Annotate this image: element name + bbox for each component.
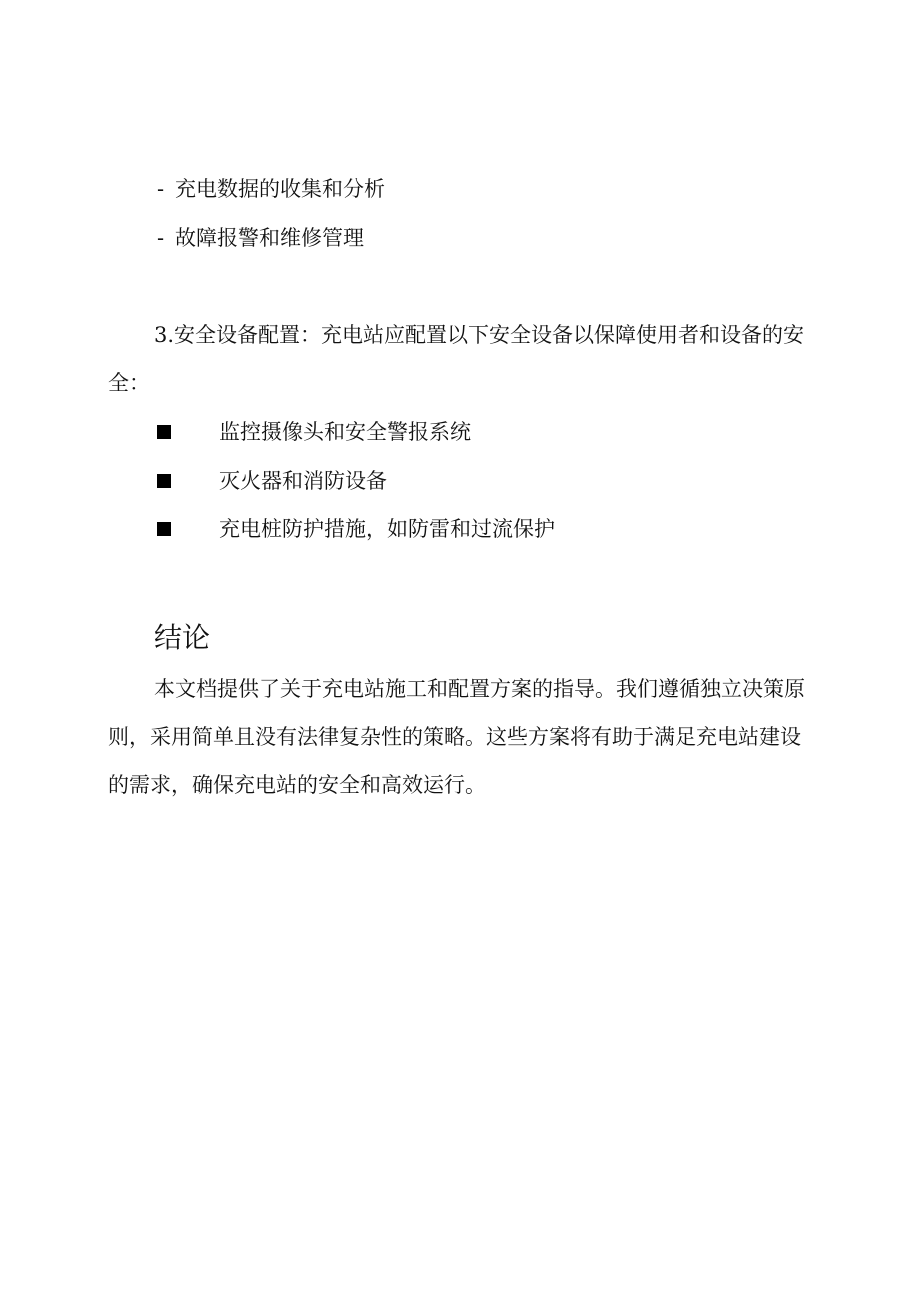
square-bullet-icon (157, 425, 171, 439)
list-item-text: 故障报警和维修管理 (175, 226, 364, 250)
bullet-item-text: 监控摄像头和安全警报系统 (219, 420, 471, 444)
bullet-item (157, 466, 387, 496)
list-item-text: 充电数据的收集和分析 (175, 177, 385, 201)
bullet-item (157, 417, 471, 447)
bullet-item (157, 514, 555, 544)
dash-marker: - (157, 177, 165, 201)
safety-paragraph: 3.安全设备配置：充电站应配置以下安全设备以保障使用者和设备的安全： (108, 323, 805, 395)
bullet-item-text: 灭火器和消防设备 (219, 469, 387, 493)
conclusion-paragraph: 本文档提供了关于充电站施工和配置方案的指导。我们遵循独立决策原则，采用简单且没有法律复杂性的策略。这些方案将有助于满足充电站建设的需求，确保充电站的安全和高效运行。 (108, 677, 805, 797)
list-item (157, 223, 364, 253)
section-heading: 结论 (154, 621, 211, 654)
bullet-item-text: 充电桩防护措施，如防雷和过流保护 (219, 517, 555, 541)
list-item (157, 174, 385, 204)
dash-marker: - (157, 226, 165, 250)
square-bullet-icon (157, 474, 171, 488)
square-bullet-icon (157, 522, 171, 536)
